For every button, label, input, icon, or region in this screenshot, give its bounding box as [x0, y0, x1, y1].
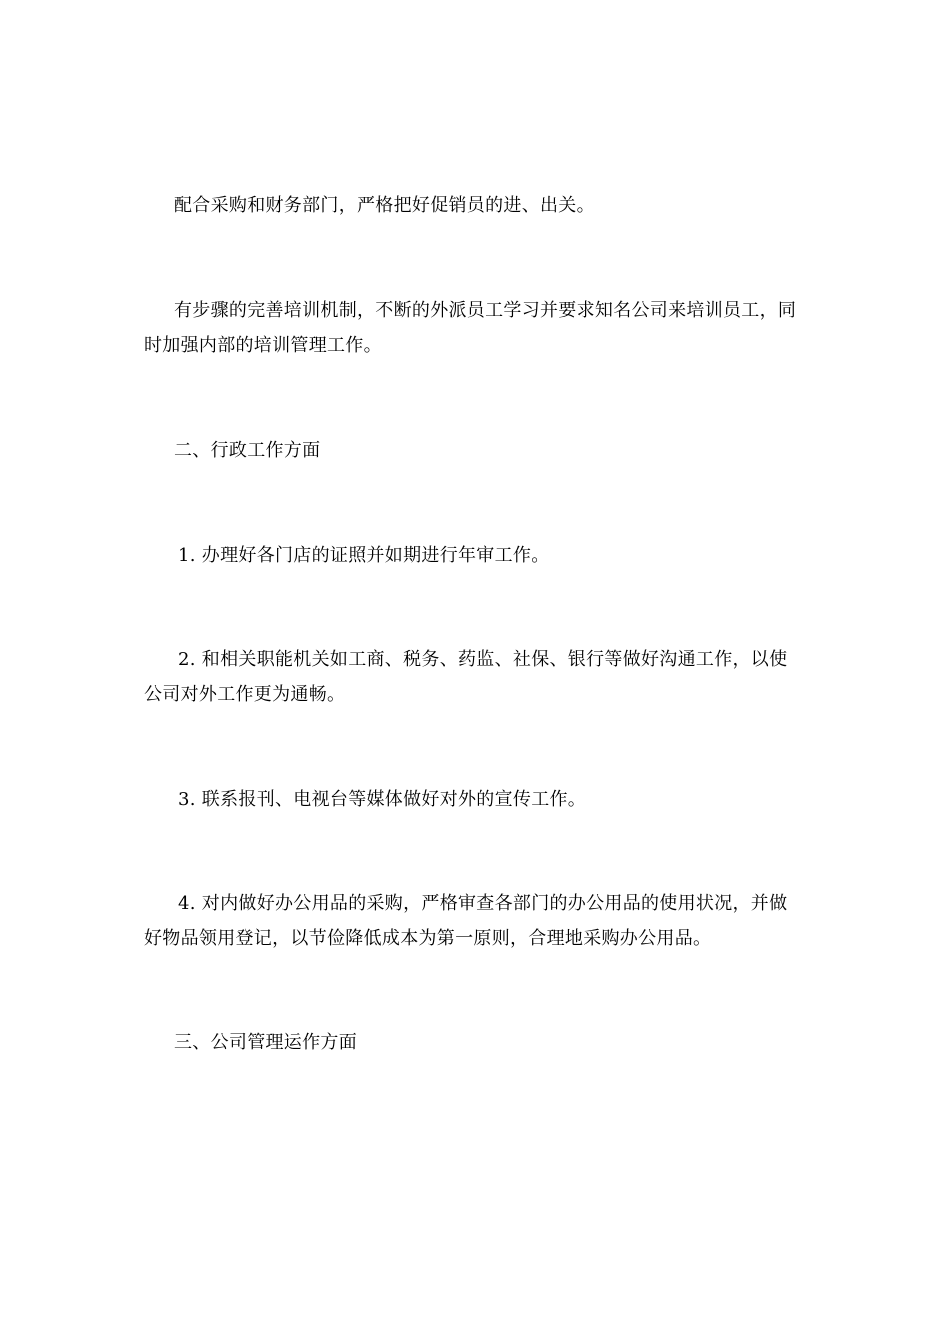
section-heading-company-management: 三、公司管理运作方面	[174, 1032, 357, 1053]
paragraph-training: 有步骤的完善培训机制，不断的外派员工学习并要求知名公司来培训员工，同时加强内部的培训管理工作。	[144, 300, 797, 356]
list-item-media-publicity: 3. 联系报刊、电视台等媒体做好对外的宣传工作。	[178, 789, 587, 810]
list-item-agency-communication: 2. 和相关职能机关如工商、税务、药监、社保、银行等做好沟通工作，以使公司对外工作更为通畅。	[144, 649, 788, 705]
section-heading-administration: 二、行政工作方面	[174, 440, 321, 461]
list-item-licenses: 1. 办理好各门店的证照并如期进行年审工作。	[178, 545, 550, 566]
list-item-office-supplies: 4. 对内做好办公用品的采购，严格审查各部门的办公用品的使用状况，并做好物品领用登记，以节俭降低成本为第一原则，合理地采购办公用品。	[144, 893, 788, 949]
paragraph-promoter-control: 配合采购和财务部门，严格把好促销员的进、出关。	[174, 195, 595, 216]
